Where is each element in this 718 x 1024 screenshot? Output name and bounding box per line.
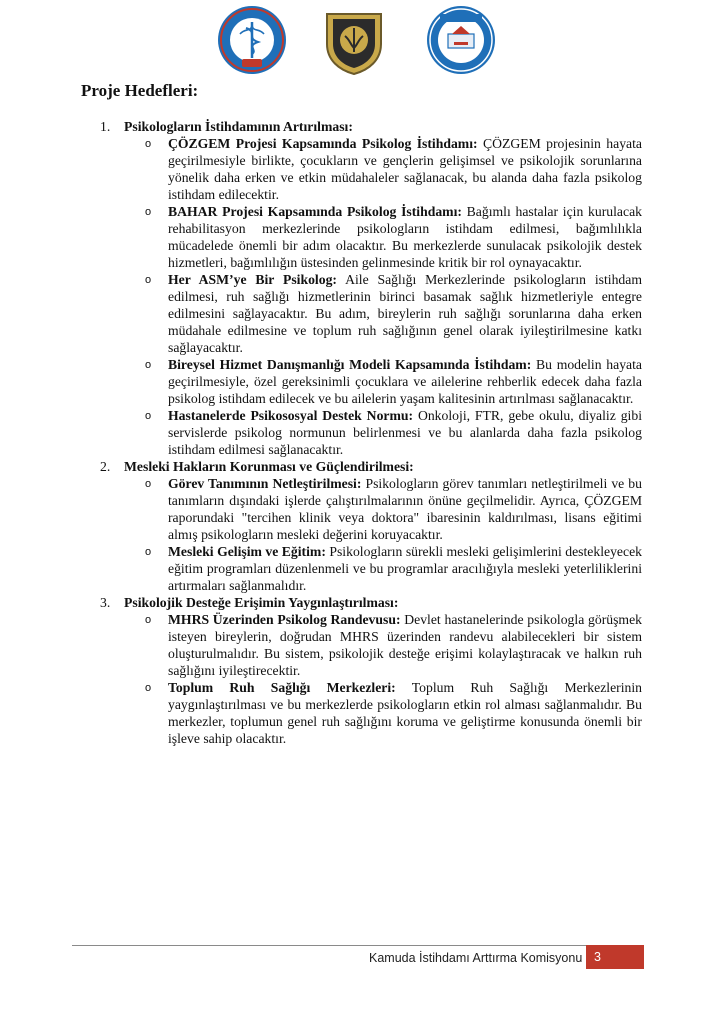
sub-item-list (100, 135, 642, 458)
list-item (100, 543, 642, 594)
section-3 (100, 594, 642, 747)
genc-saglik-sendikasi-logo (217, 4, 287, 76)
bullet-icon: o (145, 359, 152, 371)
list-item (100, 203, 642, 271)
item-text: Onkoloji, FTR, gebe okulu, diyaliz gibi servislerde psikolog normunun belirlenmesi ve bu alanlarda daha fazla psikolog istihdam edilmesi sağlanacaktır. (168, 408, 642, 457)
bullet-icon: o (145, 274, 152, 286)
sub-item-list (100, 611, 642, 747)
list-item (100, 135, 642, 203)
bullet-icon: o (145, 682, 152, 694)
section-1 (100, 118, 642, 458)
footer-text: Kamuda İstihdamı Arttırma Komisyonu (369, 951, 583, 965)
item-title: Görev Tanımının Netleştirilmesi: (168, 476, 362, 491)
item-text: Psikologların görev tanımları netleştirilmeli ve bu tanımların dışındaki işlerde çalıştırılmalarının önüne geçilmelidir. Ayrıca, ÇÖZGEM raporundaki "tercihen klinik veya doktora" ibaresinin kaldırılması, lisans eğitimi almış psikologların mesleki değerini koruyacaktır. (168, 476, 642, 542)
section-list (100, 118, 642, 747)
section-heading-text: Psikolojik Desteğe Erişimin Yaygınlaştırılması: (124, 595, 399, 610)
section-heading (100, 594, 642, 611)
header-logos (0, 4, 718, 78)
page-number-badge (586, 945, 644, 969)
bullet-icon: o (145, 206, 152, 218)
section-number: 1. (100, 119, 111, 134)
list-item (100, 407, 642, 458)
bullet-icon: o (145, 614, 152, 626)
item-text: ÇÖZGEM projesinin hayata geçirilmesiyle birlikte, çocukların ve gençlerin gelişimsel ve psikolojik sorunlarına yönelik daha erken ve etkin müdahaleler sağlanacak, bu alanda daha fazla psikolog istihdam edilecektir. (168, 136, 642, 202)
section-2 (100, 458, 642, 594)
kamu-birligi-konfederasyonu-logo (426, 4, 496, 76)
list-item (100, 271, 642, 356)
item-title: MHRS Üzerinden Psikolog Randevusu: (168, 612, 401, 627)
document-body (100, 118, 642, 747)
section-number: 3. (100, 595, 111, 610)
item-text: Bağımlı hastalar için kurulacak rehabilitasyon merkezlerinde psikologların istihdam edilmesi, bağımlılıkla mücadelede önemli bir adım olacaktır. Bu merkezlerde sunulacak psikolojik destek hizmetleri, bağımlılığın üstesinden gelinmesinde kritik bir rol oynayacaktır. (168, 204, 642, 270)
page-number: 3 (594, 950, 601, 964)
sub-item-list (100, 475, 642, 594)
item-title: Toplum Ruh Sağlığı Merkezleri: (168, 680, 396, 695)
item-text: Devlet hastanelerinde psikologla görüşmek isteyen bireylerin, doğrudan MHRS üzerinden randevu alabilecekleri bir sistem oluşturulmalıdır. Bu sistem, psikolojik desteğe erişimi kolaylaştıracak ve halkın ruh sağlığını iyileştirecektir. (168, 612, 642, 678)
item-title: Her ASM’ye Bir Psikolog: (168, 272, 337, 287)
item-title: BAHAR Projesi Kapsamında Psikolog İstihdamı: (168, 204, 462, 219)
section-heading (100, 118, 642, 135)
item-title: ÇÖZGEM Projesi Kapsamında Psikolog İstihdamı: (168, 136, 478, 151)
item-text: Bu modelin hayata geçirilmesiyle, özel gereksinimli çocuklara ve ailelerine rehberlik edecek daha fazla psikolog istihdam edilecek ve bu ailelerin yaşam kalitesinin artırılması sağlanacaktır. (168, 357, 642, 406)
list-item (100, 611, 642, 679)
list-item (100, 356, 642, 407)
item-title: Mesleki Gelişim ve Eğitim: (168, 544, 326, 559)
bullet-icon: o (145, 138, 152, 150)
page-title: Proje Hedefleri: (81, 81, 199, 100)
item-title: Bireysel Hizmet Danışmanlığı Modeli Kapsamında İstihdam: (168, 357, 532, 372)
footer-divider (72, 945, 644, 946)
list-item (100, 679, 642, 747)
item-title: Hastanelerde Psikososyal Destek Normu: (168, 408, 414, 423)
item-text: Aile Sağlığı Merkezlerinde psikologların istihdam edilmesi, ruh sağlığı hizmetlerinin birinci basamak sağlık hizmetleriyle entegre edilmesini sağlayacaktır. Bu adım, bireylerin ruh sağlığı sorunlarına daha erken müdahale edilmesine ve toplum ruh sağlığının genel olarak iyileştirilmesine katkı sağlayacaktır. (168, 272, 642, 355)
emblem-logo (319, 4, 389, 76)
bullet-icon: o (145, 546, 152, 558)
item-text: Toplum Ruh Sağlığı Merkezlerinin yaygınlaştırılması ve bu merkezlerde psikologların etkin rol alması sağlanmalıdır. Bu merkezler, toplumun genel ruh sağlığını koruma ve geliştirme konusunda önemli bir işleve sahip olacaktır. (168, 680, 643, 746)
item-text: Psikologların sürekli mesleki gelişimlerini destekleyecek eğitim programları düzenlenmeli ve bu programlar aracılığıyla mesleki yeterliliklerini artırmaları sağlanmalıdır. (168, 544, 642, 593)
bullet-icon: o (145, 410, 152, 422)
section-number: 2. (100, 459, 111, 474)
section-heading (100, 458, 642, 475)
bullet-icon: o (145, 478, 152, 490)
section-heading-text: Psikologların İstihdamının Artırılması: (124, 119, 353, 134)
list-item (100, 475, 642, 543)
section-heading-text: Mesleki Hakların Korunması ve Güçlendirilmesi: (124, 459, 414, 474)
